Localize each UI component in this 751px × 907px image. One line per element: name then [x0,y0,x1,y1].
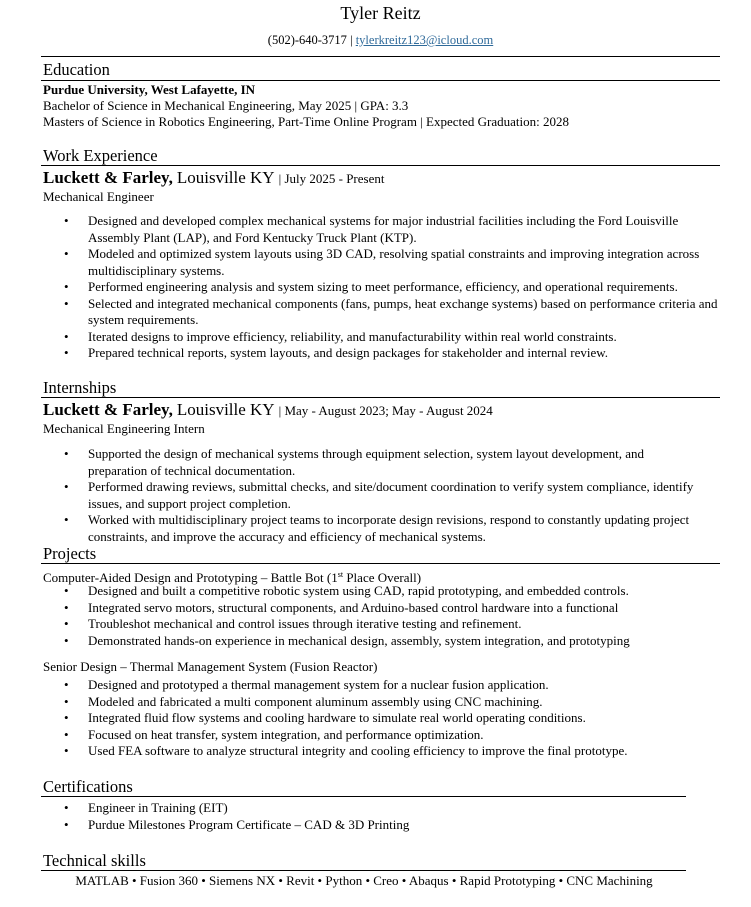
divider [41,165,720,166]
skills-list: MATLAB • Fusion 360 • Siemens NX • Revit • Python • Creo • Abaqus • Rapid Prototyping • CNC Machining [75,873,653,888]
project-bullet-list [43,677,733,760]
list-item: • Worked with multidisciplinary project teams to incorporate design revisions, respond to constantly updating project constraints, and improve the accuracy and efficiency of mechanical systems. [43,512,703,545]
list-item: • Engineer in Training (EIT) [43,800,683,817]
list-item: • Modeled and fabricated a multi component aluminum assembly using CNC machining. [43,694,733,711]
list-item: • Designed and built a competitive robotic system using CAD, rapid prototyping, and embedded controls. [43,583,733,600]
project-title: Senior Design – Thermal Management System (Fusion Reactor) [43,659,378,674]
list-item: • Troubleshot mechanical and control issues through iterative testing and refinement. [43,616,733,633]
internship-bullet-list [43,446,703,545]
list-item: • Prepared technical reports, system layouts, and design packages for stakeholder and internal review. [43,345,723,362]
contact-separator: | [350,33,353,47]
divider [41,56,720,57]
divider [41,563,720,564]
internships-heading: Internships [43,378,117,397]
list-item: • Designed and developed complex mechanical systems for major industrial facilities including the Ford Louisville Assembly Plant (LAP), and Ford Kentucky Truck Plant (KTP). [43,213,723,246]
list-item: • Performed drawing reviews, submittal checks, and site/document coordination to verify system compliance, identify issues, and support project completion. [43,479,703,512]
project-title-text: Computer-Aided Design and Prototyping – Battle Bot (1 [43,570,338,585]
degree-line: Bachelor of Science in Mechanical Engineering, May 2025 | GPA: 3.3 [43,98,409,113]
skills-heading: Technical skills [43,851,146,870]
list-item: • Modeled and optimized system layouts using 3D CAD, resolving spatial constraints and improving integration across multidisciplinary systems. [43,246,723,279]
project-bullet-list [43,583,733,649]
divider [41,80,720,81]
certification-list [43,800,683,833]
list-item: • Integrated fluid flow systems and cooling hardware to simulate real world operating conditions. [43,710,733,727]
company-location: Louisville KY [176,168,275,187]
list-item: • Iterated designs to improve efficiency, reliability, and manufacturability within real world constraints. [43,329,723,346]
divider [41,397,720,398]
employment-dates: | July 2025 - Present [278,171,385,186]
resume-name: Tyler Reitz [340,3,421,23]
list-item: • Integrated servo motors, structural components, and Arduino-based control hardware into a functional [43,600,733,617]
list-item: • Demonstrated hands-on experience in mechanical design, assembly, system integration, and prototyping [43,633,733,650]
company-name: Luckett & Farley, [43,168,173,187]
list-item: • Performed engineering analysis and system sizing to meet performance, efficiency, and operational requirements. [43,279,723,296]
projects-heading: Projects [43,544,97,563]
education-heading: Education [43,60,110,79]
email-link[interactable]: tylerkreitz123@icloud.com [355,33,494,47]
job-title: Mechanical Engineering Intern [43,421,205,436]
list-item: • Designed and prototyped a thermal management system for a nuclear fusion application. [43,677,733,694]
ordinal-suffix: st [337,570,344,579]
list-item: • Focused on heat transfer, system integration, and performance optimization. [43,727,733,744]
list-item: • Used FEA software to analyze structural integrity and cooling efficiency to improve the final prototype. [43,743,733,760]
divider [41,796,686,797]
list-item: • Supported the design of mechanical systems through equipment selection, system layout development, and preparation of technical documentation. [43,446,703,479]
divider [41,870,686,871]
list-item: • Selected and integrated mechanical components (fans, pumps, heat exchange systems) based on performance criteria and system requirements. [43,296,723,329]
phone-number: (502)-640-3717 [267,33,347,47]
degree-line: Masters of Science in Robotics Engineering, Part-Time Online Program | Expected Graduation: 2028 [43,114,569,129]
internship-company-line [43,400,493,421]
company-name: Luckett & Farley, [43,400,173,419]
project-title-text: Place Overall) [343,570,422,585]
internship-dates: | May - August 2023; May - August 2024 [278,403,493,418]
work-bullet-list [43,213,723,362]
school-name: Purdue University, West Lafayette, IN [43,82,256,97]
job-title: Mechanical Engineer [43,189,154,204]
company-location: Louisville KY [176,400,275,419]
list-item: • Purdue Milestones Program Certificate – CAD & 3D Printing [43,817,683,834]
certifications-heading: Certifications [43,777,133,796]
work-company-line [43,168,384,189]
contact-line [0,33,751,48]
work-heading: Work Experience [43,146,158,165]
